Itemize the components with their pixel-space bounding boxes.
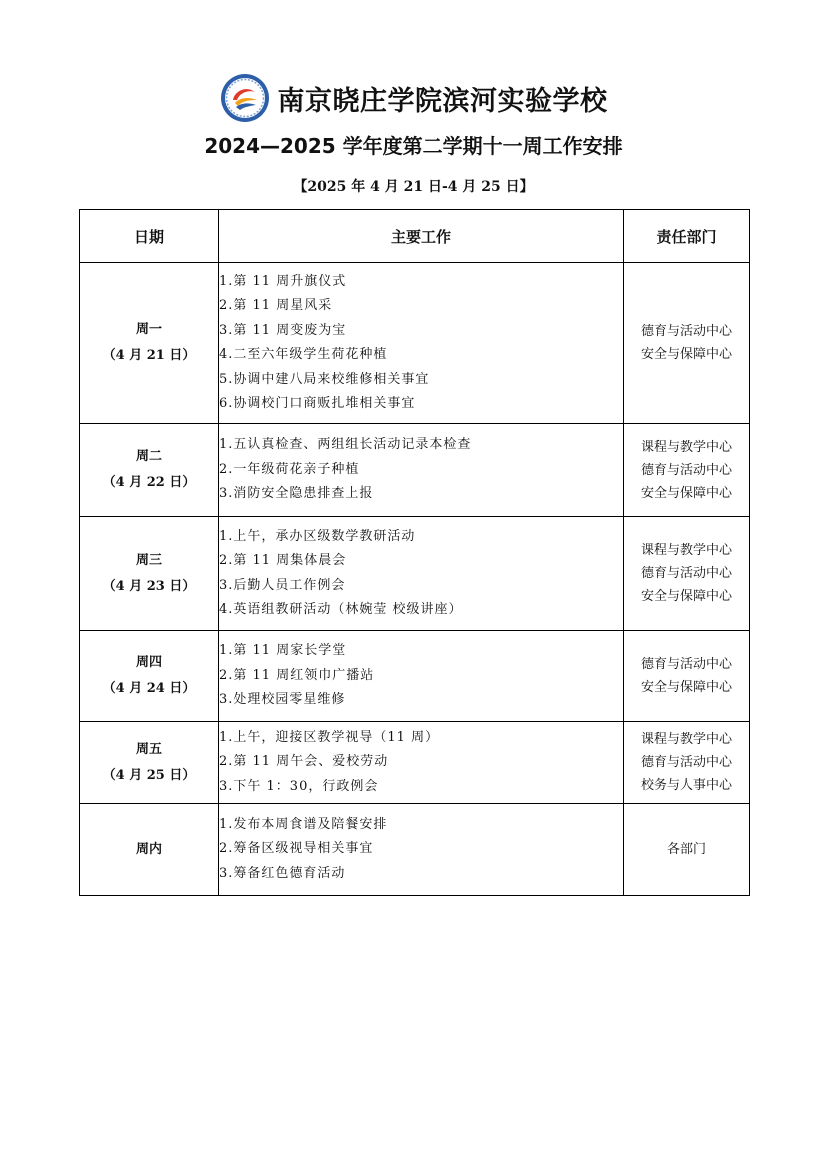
table-row	[80, 517, 750, 631]
day-date: （4 月 22 日）	[102, 475, 196, 490]
column-header-tasks: 主要工作	[219, 210, 624, 263]
dept-item: 安全与保障中心	[640, 589, 732, 604]
table-header-row	[80, 210, 750, 263]
task-item: 1.上午，迎接区教学视导（11 周）	[219, 729, 440, 745]
dept-cell	[624, 517, 750, 631]
tasks-cell	[219, 263, 624, 424]
dept-cell	[624, 263, 750, 424]
tasks-cell	[219, 631, 624, 722]
dept-item: 安全与保障中心	[640, 680, 732, 695]
schedule-table	[79, 209, 750, 896]
dept-item: 校务与人事中心	[640, 778, 732, 793]
column-header-date: 日期	[80, 210, 219, 263]
table-row	[80, 722, 750, 804]
task-item: 2.筹备区级视导相关事宜	[219, 841, 374, 857]
task-item: 2.一年级荷花亲子种植	[219, 461, 360, 477]
task-item: 1.第 11 周升旗仪式	[219, 273, 347, 289]
task-item: 3.下午 1：30，行政例会	[219, 778, 379, 794]
task-item: 3.第 11 周变废为宝	[219, 322, 347, 338]
task-item: 4.二至六年级学生荷花种植	[219, 347, 388, 362]
tasks-cell	[219, 517, 624, 631]
document-header	[0, 72, 827, 159]
task-item: 2.第 11 周星风采	[219, 298, 333, 313]
day-cell	[80, 804, 219, 896]
tasks-cell	[219, 424, 624, 517]
dept-cell	[624, 722, 750, 804]
table-row	[80, 804, 750, 896]
dept-item: 德育与活动中心	[640, 462, 732, 478]
dept-item: 德育与活动中心	[640, 324, 732, 339]
day-cell	[80, 631, 219, 722]
task-item: 4.英语组教研活动（林婉莹 校级讲座）	[219, 602, 463, 617]
dept-item: 德育与活动中心	[640, 755, 732, 770]
dept-item: 课程与教学中心	[640, 543, 732, 558]
task-item: 3.处理校园零星维修	[219, 692, 346, 708]
day-date: （4 月 23 日）	[102, 578, 196, 594]
day-name: 周内	[135, 841, 162, 857]
dept-item: 各部门	[666, 842, 706, 857]
day-name: 周二	[135, 449, 162, 464]
dept-cell	[624, 424, 750, 517]
date-range: 【2025 年 4 月 21 日-4 月 25 日】	[293, 179, 534, 195]
day-name: 周五	[135, 741, 162, 757]
day-name: 周一	[135, 322, 162, 337]
school-name: 南京晓庄学院滨河实验学校	[277, 85, 608, 117]
table-row	[80, 424, 750, 517]
column-header-dept: 责任部门	[624, 210, 750, 263]
dept-item: 德育与活动中心	[640, 657, 732, 672]
task-item: 2.第 11 周红领巾广播站	[219, 667, 375, 683]
dept-item: 德育与活动中心	[640, 566, 732, 581]
dept-item: 安全与保障中心	[640, 485, 732, 501]
task-item: 3.后勤人员工作例会	[219, 577, 346, 593]
dept-cell	[624, 631, 750, 722]
task-item: 1.上午，承办区级数学教研活动	[219, 528, 416, 544]
task-item: 1.发布本周食谱及陪餐安排	[219, 816, 388, 832]
table-row	[80, 263, 750, 424]
task-item: 5.协调中建八局来校维修相关事宜	[219, 371, 430, 387]
day-name: 周四	[135, 655, 162, 670]
day-cell	[80, 722, 219, 804]
task-item: 2.第 11 周午会、爱校劳动	[219, 754, 389, 770]
day-cell	[80, 424, 219, 517]
day-cell	[80, 517, 219, 631]
day-date: （4 月 25 日）	[102, 767, 196, 783]
school-emblem-icon	[220, 73, 270, 123]
task-item: 1.五认真检查、两组组长活动记录本检查	[219, 437, 472, 453]
task-item: 1.第 11 周家长学堂	[219, 643, 347, 659]
day-cell	[80, 263, 219, 424]
dept-item: 安全与保障中心	[640, 347, 732, 362]
day-date: （4 月 21 日）	[102, 348, 196, 363]
page-title: 2024—2025 学年度第二学期十一周工作安排	[204, 134, 623, 158]
day-name: 周三	[135, 552, 162, 568]
dept-cell	[624, 804, 750, 896]
day-date: （4 月 24 日）	[102, 681, 196, 696]
task-item: 3.筹备红色德育活动	[219, 865, 346, 881]
task-item: 3.消防安全隐患排查上报	[219, 486, 374, 502]
task-item: 6.协调校门口商贩扎堆相关事宜	[219, 396, 416, 411]
table-row	[80, 631, 750, 722]
tasks-cell	[219, 722, 624, 804]
task-item: 2.第 11 周集体晨会	[219, 553, 347, 568]
tasks-cell	[219, 804, 624, 896]
school-line	[0, 72, 827, 124]
dept-item: 课程与教学中心	[640, 732, 732, 747]
dept-item: 课程与教学中心	[640, 439, 732, 455]
